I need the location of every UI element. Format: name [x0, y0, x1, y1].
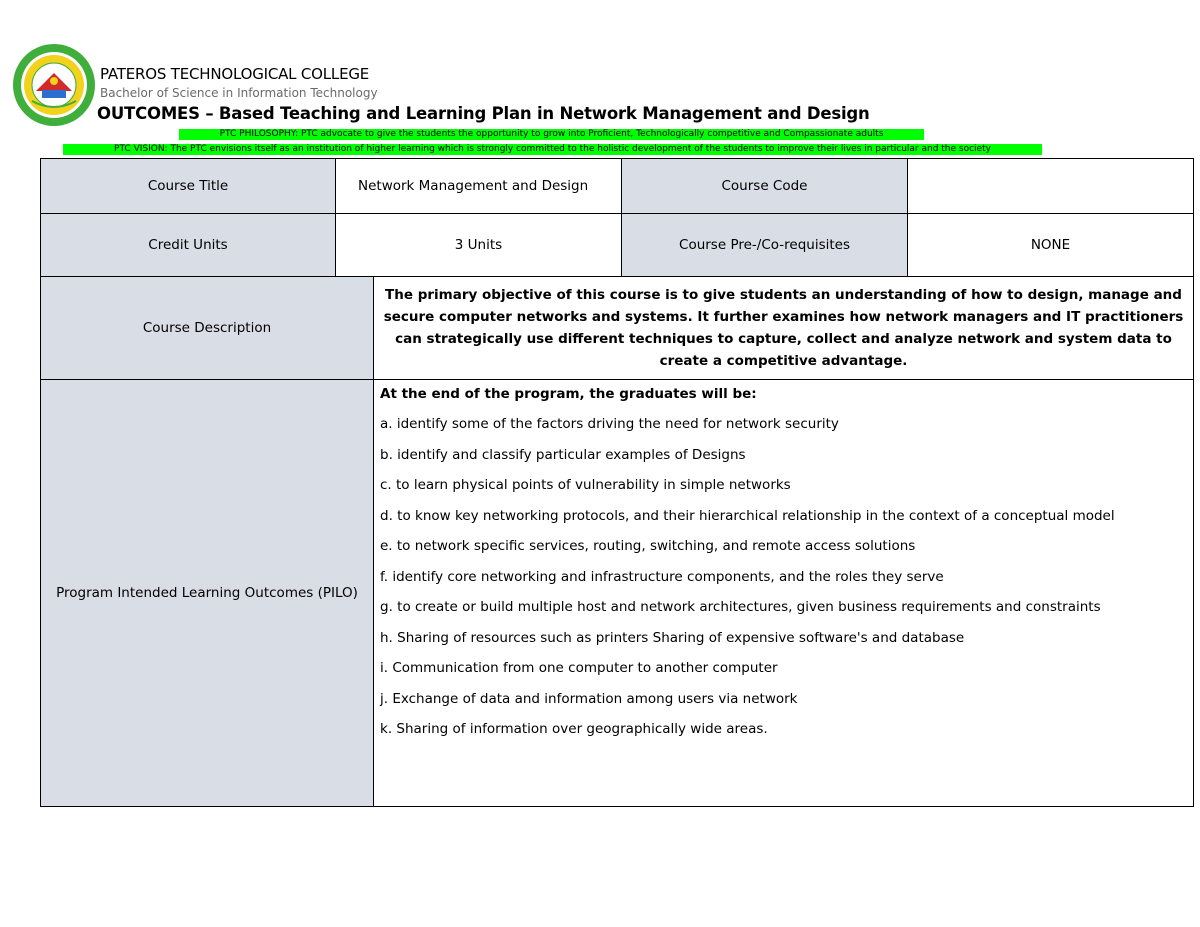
course-title-label: Course Title	[41, 159, 336, 214]
pilo-item: j. Exchange of data and information among users via network	[380, 690, 798, 707]
pilo-item: c. to learn physical points of vulnerability in simple networks	[380, 477, 791, 493]
philosophy-banner: PTC PHILOSOPHY: PTC advocate to give the students the opportunity to grow into Proficient, Technologically competitive and Compassionate adults	[179, 129, 924, 140]
credit-units-value: 3 Units	[336, 214, 622, 277]
credit-units-label: Credit Units	[41, 214, 336, 277]
pilo-item: a. identify some of the factors driving the need for network security	[380, 416, 839, 432]
prerequisites-value: NONE	[908, 214, 1194, 277]
pilo-label: Program Intended Learning Outcomes (PILO)	[56, 585, 358, 601]
course-code-label: Course Code	[622, 159, 908, 214]
pilo-item: h. Sharing of resources such as printers Sharing of expensive software's and database	[380, 629, 965, 646]
course-code-value	[908, 159, 1194, 214]
prerequisites-label: Course Pre-/Co-requisites	[622, 214, 908, 277]
course-description-label: Course Description	[41, 277, 374, 380]
pilo-item: i. Communication from one computer to another computer	[380, 660, 778, 676]
pilo-label-cell	[41, 380, 374, 807]
course-plan-table	[40, 158, 1194, 807]
program-name: Bachelor of Science in Information Technology	[100, 86, 378, 100]
pilo-item: e. to network specific services, routing, switching, and remote access solutions	[380, 538, 916, 554]
pilo-item: k. Sharing of information over geographically wide areas.	[380, 721, 768, 737]
vision-banner: PTC VISION: The PTC envisions itself as an institution of higher learning which is strongly committed to the holistic development of the students to improve their lives in particular and the society	[63, 144, 1042, 155]
pilo-item: g. to create or build multiple host and network architectures, given business requirements and constraints	[380, 599, 1101, 615]
pilo-item: f. identify core networking and infrastructure components, and the roles they serve	[380, 568, 944, 585]
college-seal-logo	[12, 43, 96, 127]
pilo-list	[380, 416, 1187, 752]
pilo-intro: At the end of the program, the graduates will be:	[380, 386, 757, 402]
course-description-value: The primary objective of this course is to give students an understanding of how to design, manage and secure computer networks and systems. It further examines how network managers and IT practitioners can strategically use different techniques to capture, collect and analyze network and system data to create a competitive advantage.	[374, 277, 1194, 380]
document-title: OUTCOMES – Based Teaching and Learning Plan in Network Management and Design	[97, 104, 870, 123]
pilo-item: b. identify and classify particular examples of Designs	[380, 446, 746, 463]
course-title-value: Network Management and Design	[336, 159, 622, 214]
pilo-item: d. to know key networking protocols, and their hierarchical relationship in the context of a conceptual model	[380, 507, 1115, 524]
college-name: PATEROS TECHNOLOGICAL COLLEGE	[100, 65, 370, 83]
pilo-content	[374, 380, 1194, 807]
